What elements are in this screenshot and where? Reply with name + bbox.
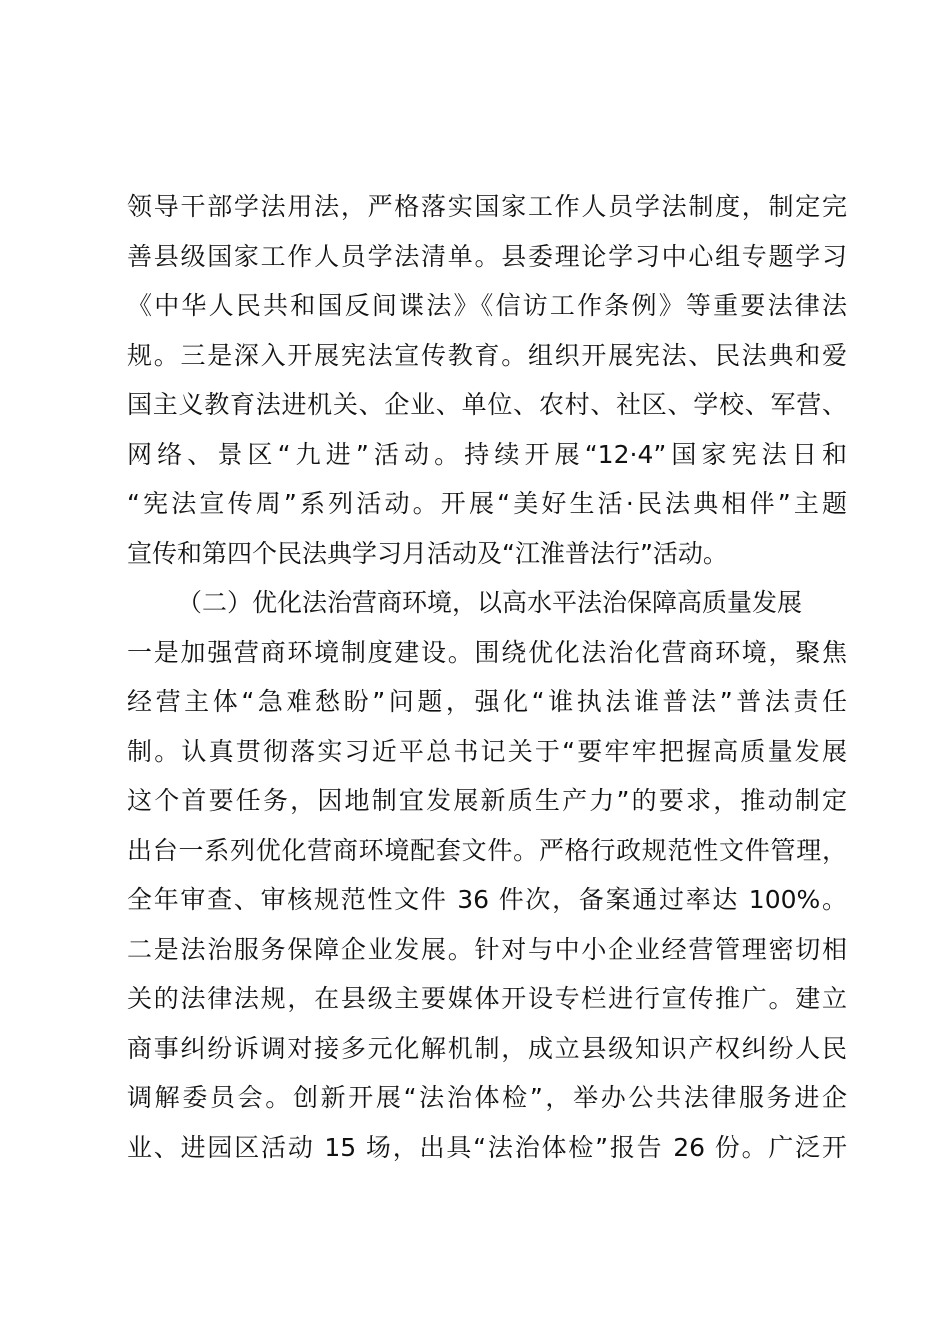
text-line: 宣传和第四个民法典学习月活动及“江淮普法行”活动。 — [127, 538, 728, 568]
text-line: 全年审查、审核规范性文件 36 件次，备案通过率达 100%。 — [127, 885, 847, 914]
text-line: 制。认真贯彻落实习近平总书记关于“要牢牢把握高质量发展 — [127, 736, 847, 766]
text-line: 关的法律法规，在县级主要媒体开设专栏进行宣传推广。建立 — [127, 984, 847, 1013]
text-line: 商事纠纷诉调对接多元化解机制，成立县级知识产权纠纷人民 — [127, 1033, 847, 1063]
text-line: 出台一系列优化营商环境配套文件。严格行政规范性文件管理， — [127, 835, 847, 865]
text-line: 领导干部学法用法，严格落实国家工作人员学法制度，制定完 — [127, 192, 847, 221]
text-line: 一是加强营商环境制度建设。围绕优化法治化营商环境，聚焦 — [127, 637, 847, 667]
text-line: 《中华人民共和国反间谍法》《信访工作条例》等重要法律法 — [127, 291, 847, 320]
text-line: 网络、景区“九进”活动。持续开展“12·4”国家宪法日和 — [127, 439, 847, 469]
text-line: 国主义教育法进机关、企业、单位、农村、社区、学校、军营、 — [127, 390, 847, 419]
text-line: 这个首要任务，因地制宜发展新质生产力”的要求，推动制定 — [127, 786, 847, 815]
body-text — [127, 182, 847, 1172]
text-line: 善县级国家工作人员学法清单。县委理论学习中心组专题学习 — [127, 241, 847, 271]
section-heading-line: （二）优化法治营商环境，以高水平法治保障高质量发展 — [177, 588, 803, 617]
text-line: “宪法宣传周”系列活动。开展“美好生活·民法典相伴”主题 — [127, 489, 847, 518]
text-line: 二是法治服务保障企业发展。针对与中小企业经营管理密切相 — [127, 934, 847, 964]
text-line: 调解委员会。创新开展“法治体检”，举办公共法律服务进企 — [127, 1083, 847, 1112]
text-line: 业、进园区活动 15 场，出具“法治体检”报告 26 份。广泛开 — [127, 1132, 847, 1162]
text-line: 经营主体“急难愁盼”问题，强化“谁执法谁普法”普法责任 — [127, 687, 847, 716]
text-line: 规。三是深入开展宪法宣传教育。组织开展宪法、民法典和爱 — [127, 340, 847, 370]
